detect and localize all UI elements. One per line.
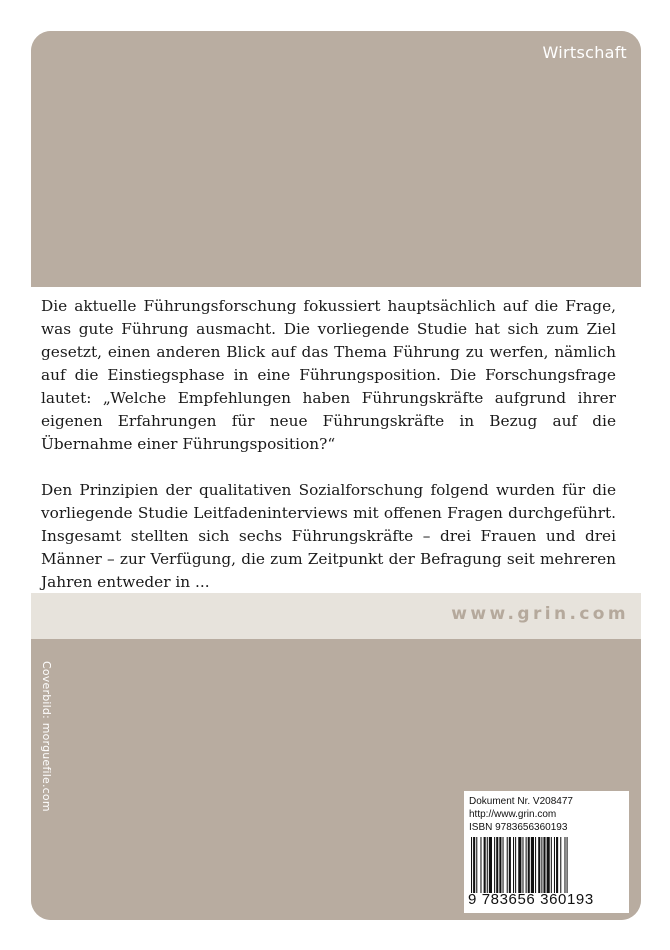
blurb-paragraph-1: Die aktuelle Führungsforschung fokussiert hauptsächlich auf die Frage, was gute Führung ausmacht. Die vorliegende Studie hat sich zum Ziel gesetzt, einen anderen Blick auf das Thema Führung zu werfen, nämlich auf die Einstiegsphase in eine Führungsposition. Die Forschungsfrage lautet: „Welche Empfehlungen haben Führungskräfte aufgrund ihrer eigenen Erfahrungen für neue Führungskräfte in Bezug auf die Übernahme einer Führungsposition?“ (41, 297, 616, 453)
isbn-text: ISBN 9783656360193 (469, 822, 568, 833)
website-band (31, 593, 641, 639)
book-back-cover (31, 31, 641, 920)
document-number: Dokument Nr. V208477 (469, 796, 573, 807)
cover-credit: Coverbild: morguefile.com (40, 661, 53, 812)
category-label: Wirtschaft (542, 43, 627, 62)
barcode-label (464, 791, 629, 913)
blurb-paragraph-2: Den Prinzipien der qualitativen Sozialforschung folgend wurden für die vorliegende Studie Leitfadeninterviews mit offenen Fragen durchgeführt. Insgesamt stellten sich sechs Führungskräfte – drei Frauen und drei Männer – zur Verfügung, die zum Zeitpunkt der Befragung seit mehreren Jahren entweder in ... (41, 481, 616, 591)
barcode-digits: 9 783656 360193 (468, 891, 594, 908)
bottom-color-band (31, 639, 641, 920)
blurb-area (31, 287, 641, 593)
document-url: http://www.grin.com (469, 809, 557, 820)
barcode-icon (470, 837, 622, 893)
blurb-text (41, 295, 616, 617)
top-color-band (31, 31, 641, 287)
document-info (469, 795, 573, 834)
website-url: www.grin.com (451, 604, 629, 624)
